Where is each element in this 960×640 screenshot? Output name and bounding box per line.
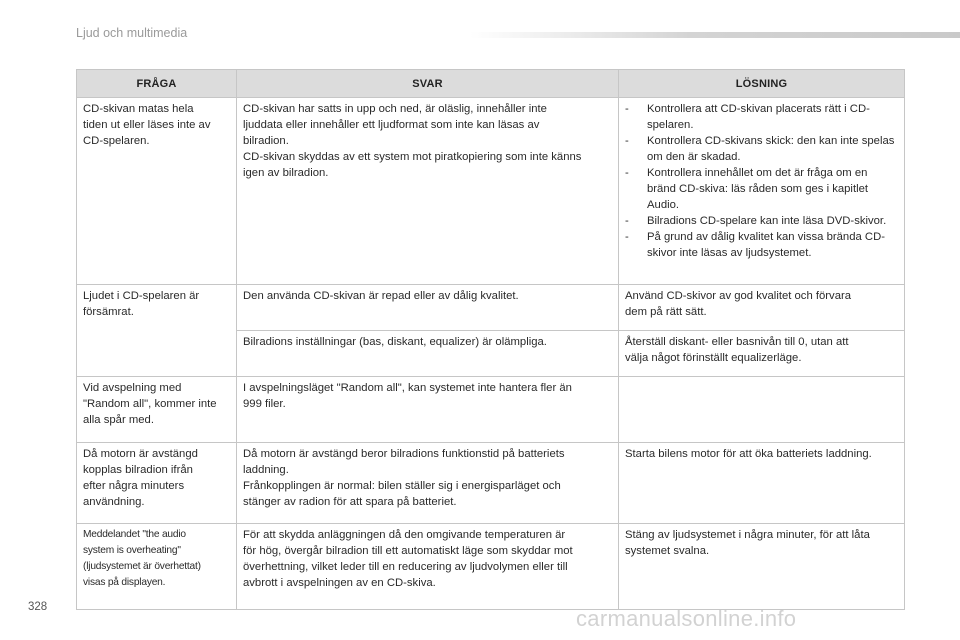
table-header-row <box>77 70 905 98</box>
column-header-question: FRÅGA <box>77 70 237 98</box>
solution-item: - Kontrollera innehållet om det är fråga om en bränd CD-skiva: läs råden som ges i kapitlet Audio. <box>625 165 898 213</box>
answer-text: Då motorn är avstängd beror bilradions funktionstid på batteriets laddning. Frånkopplingen är normal: bilen ställer sig i energisparläget och stänger av radion för att spara på batteriet. <box>243 448 565 508</box>
table-row <box>77 331 905 377</box>
question-cell <box>77 98 237 285</box>
question-cell <box>77 285 237 331</box>
solution-cell <box>619 524 905 610</box>
answer-text: Den använda CD-skivan är repad eller av dålig kvalitet. <box>243 290 519 302</box>
answer-text: För att skydda anläggningen då den omgivande temperaturen är för hög, övergår bilradion till ett automatiskt läge som skyddar mot överhettning, vilket leder till en reducering av ljudvolymen eller till avbrott i avspelningen av en CD-skiva. <box>243 529 573 589</box>
solution-item: - På grund av dålig kvalitet kan vissa brända CD-skivor inte läsas av ljudsystemet. <box>625 229 898 261</box>
table-row <box>77 285 905 331</box>
solution-text: Använd CD-skivor av god kvalitet och förvara dem på rätt sätt. <box>625 290 852 318</box>
solution-cell <box>619 331 905 377</box>
page-number: 328 <box>28 601 48 613</box>
question-text: Vid avspelning med "Random all", kommer inte alla spår med. <box>83 382 217 426</box>
answer-cell <box>237 377 619 443</box>
answer-text: CD-skivan har satts in upp och ned, är oläslig, innehåller inte ljuddata eller innehåller ett ljudformat som inte kan läsas av bilradion. CD-skivan skyddas av ett system mot piratkopiering som inte känns igen av bilradion. <box>243 103 582 179</box>
solution-item: - Bilradions CD-spelare kan inte läsa DVD-skivor. <box>625 213 898 229</box>
answer-cell <box>237 98 619 285</box>
question-cell <box>77 524 237 610</box>
answer-text: I avspelningsläget "Random all", kan systemet inte hantera fler än 999 filer. <box>243 382 572 410</box>
question-cell <box>77 443 237 524</box>
question-text: Meddelandet "the audio system is overheating" (ljudsystemet är överhettat) visas på displayen. <box>83 529 201 588</box>
column-header-answer: SVAR <box>237 70 619 98</box>
question-cell <box>77 377 237 443</box>
solution-cell <box>619 443 905 524</box>
solution-list <box>625 101 898 261</box>
header-decorative-bar <box>470 32 960 38</box>
answer-cell <box>237 443 619 524</box>
solution-item: - Kontrollera CD-skivans skick: den kan inte spelas om den är skadad. <box>625 133 898 165</box>
question-text: Då motorn är avstängd kopplas bilradion ifrån efter några minuters användning. <box>83 448 198 508</box>
solution-text: Starta bilens motor för att öka batteriets laddning. <box>625 448 872 460</box>
table-row <box>77 98 905 285</box>
table-row <box>77 377 905 443</box>
watermark: carmanualsonline.info <box>576 606 797 631</box>
question-text: Ljudet i CD-spelaren är försämrat. <box>83 290 200 318</box>
answer-cell <box>237 524 619 610</box>
column-header-solution: LÖSNING <box>619 70 905 98</box>
solution-text: Återställ diskant- eller basnivån till 0, utan att välja något förinställt equalizerläge. <box>625 336 849 364</box>
section-title: Ljud och multimedia <box>76 26 188 40</box>
solution-cell <box>619 377 905 443</box>
question-text: CD-skivan matas hela tiden ut eller läses inte av CD-spelaren. <box>83 103 211 147</box>
solution-text: Stäng av ljudsystemet i några minuter, för att låta systemet svalna. <box>625 529 870 557</box>
solution-cell <box>619 98 905 285</box>
table-row <box>77 524 905 610</box>
solution-item: - Kontrollera att CD-skivan placerats rätt i CD-spelaren. <box>625 101 898 133</box>
answer-cell <box>237 285 619 331</box>
answer-text: Bilradions inställningar (bas, diskant, equalizer) är olämpliga. <box>243 336 547 348</box>
question-cell-empty <box>77 331 237 377</box>
solution-cell <box>619 285 905 331</box>
table-row <box>77 443 905 524</box>
answer-cell <box>237 331 619 377</box>
troubleshooting-table <box>76 69 905 610</box>
